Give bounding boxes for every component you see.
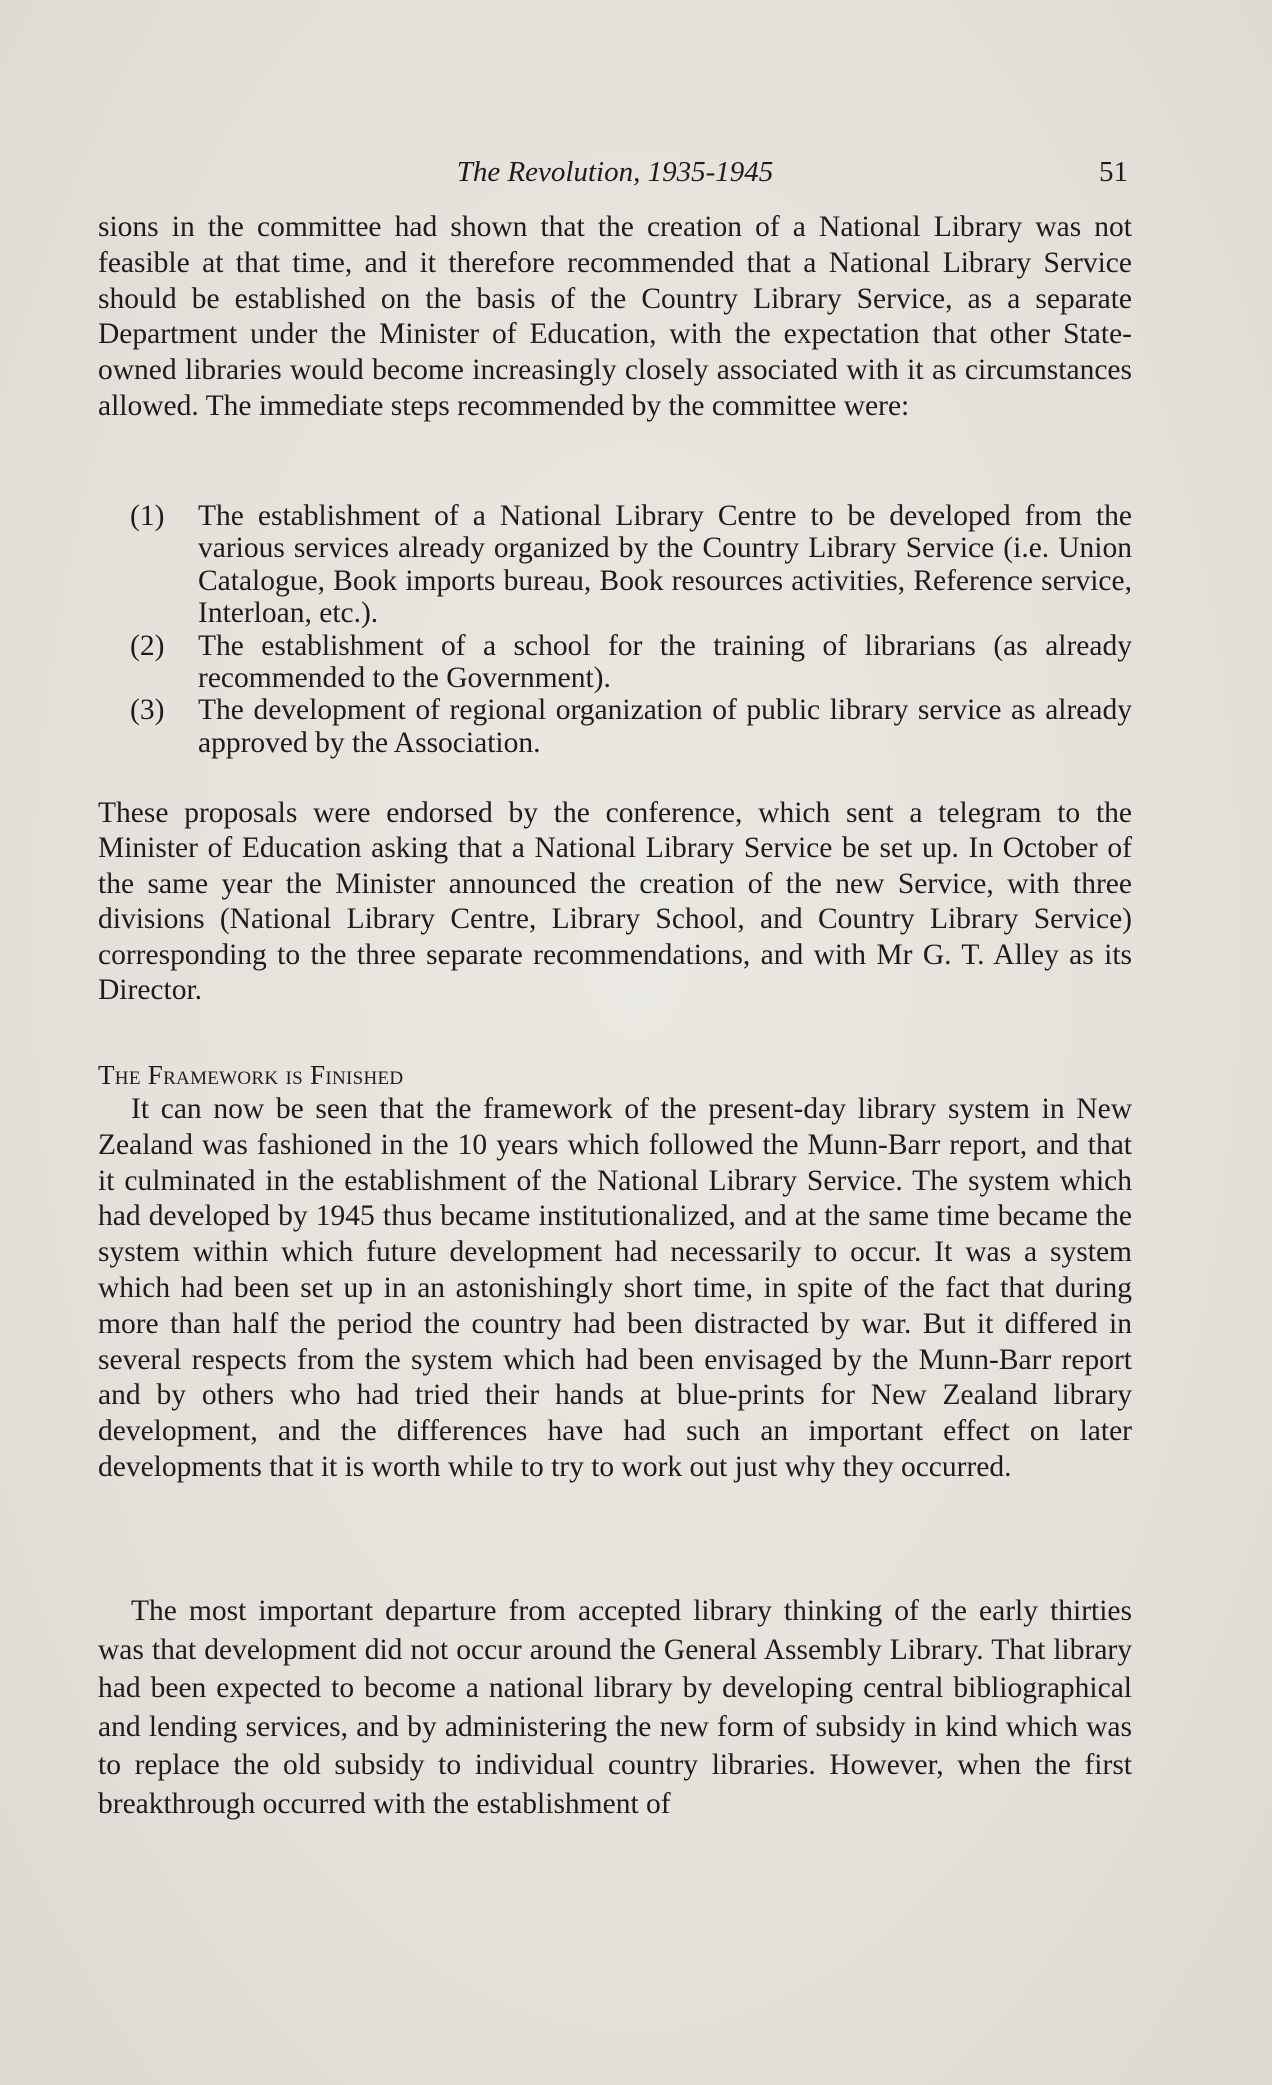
running-head-title: The Revolution, 1935-1945 (456, 156, 774, 188)
list-item-text: The establishment of a school for the training of librarians (as already recommended to the Government). (198, 629, 1132, 695)
proposals-paragraph-block (98, 796, 1132, 1008)
intro-paragraph-block (98, 210, 1132, 425)
list-item-number: (1) (130, 500, 165, 532)
departure-paragraph: The most important departure from accepted library thinking of the early thirties was that development did not occur around the General Assembly Library. That library had been expected to become a national library by developing central bibliographical and lending services, and by administering the new form of subsidy in kind which was to replace the old subsidy to individual country libraries. However, when the first breakthrough occurred with the establishment of (98, 1595, 1132, 1820)
page-number: 51 (1099, 156, 1128, 188)
running-header (98, 150, 1132, 194)
intro-paragraph: sions in the committee had shown that the creation of a National Library was not feasible at that time, and it therefore recommended that a National Library Service should be established on the basis of the Country Library Service, as a separate Department under the Minister of Education, with the expectation that other State-owned libraries would become increasingly closely associated with it as circumstances allowed. The immediate steps recommended by the committee were: (98, 211, 1132, 422)
framework-paragraph: It can now be seen that the framework of the present-day library system in New Zealand was fashioned in the 10 years which followed the Munn-Barr report, and that it culminated in the establishment of the National Library Service. The system which had developed by 1945 thus became institutionalized, and at the same time became the system within which future development had necessarily to occur. It was a system which had been set up in an astonishingly short time, in spite of the fact that during more than half the period the country had been distracted by war. But it differed in several respects from the system which had been envisaged by the Munn-Barr report and by others who had tried their hands at blue-prints for New Zealand library development, and the differences have had such an important effect on later developments that it is worth while to try to work out just why they occurred. (98, 1093, 1132, 1483)
recommendations-list (130, 500, 1132, 759)
departure-paragraph-block (98, 1592, 1132, 1824)
list-item-text: The establishment of a National Library Centre to be developed from the various services already organized by the Country Library Service (i.e. Union Catalogue, Book imports bureau, Book resources activities, Reference service, Interloan, etc.). (198, 500, 1132, 630)
list-item-number: (3) (130, 694, 165, 727)
list-item-number: (2) (130, 629, 165, 662)
list-item-text: The development of regional organization of public library service as already approved by the Association. (198, 694, 1132, 759)
list-item (130, 694, 1132, 759)
section-heading: The Framework is Finished (98, 1060, 404, 1090)
framework-paragraph-block (98, 1092, 1132, 1486)
proposals-paragraph: These proposals were endorsed by the conference, which sent a telegram to the Minister of Education asking that a National Library Service be set up. In October of the same year the Minister announced the creation of the new Service, with three divisions (National Library Centre, Library School, and Country Library Service) corresponding to the three separate recommendations, and with Mr G. T. Alley as its Director. (98, 797, 1132, 1007)
list-item (130, 630, 1132, 695)
list-item (130, 500, 1132, 630)
